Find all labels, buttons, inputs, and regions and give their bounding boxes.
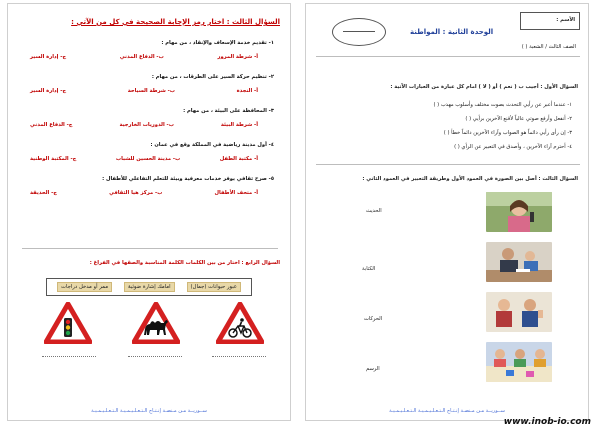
word-option[interactable]: امامك إشارة ضوئية [124,282,175,292]
mcq-question-1: ١- تقديم خدمة الإسعاف والإنقاذ ، من مهام : [161,40,274,46]
question-1-text: السؤال الأول : أجيب ب ( نعم ) أو ( لا ) امام كل عبارة من العبارات الآتية : [390,84,578,90]
option-b[interactable]: ب- مدينة الحسين للشباب [115,156,181,162]
word-bank [46,278,252,296]
match-word-writing[interactable]: الكتابة [362,266,376,272]
score-oval [332,18,386,46]
name-label: الأسم : [556,17,575,23]
match-word-speaking[interactable]: الحديث [366,208,382,214]
grade-label: الصف الثالث / الشعبة ( ) [521,44,576,50]
mcq-options-3 [30,122,258,129]
option-a[interactable]: أ- متحف الأطفال [214,190,258,196]
option-b[interactable]: ب- الدفاع المدني [119,54,164,60]
statement-1: ١- عندما أعبر عن رأيي التحدث بصوت مختلف وأسلوب مهذب ( ) [433,102,572,108]
mcq-question-5: ٥- صرح ثقافي يوفر خدمات معرفية وبيئة للتعلم التفاعلي للأطفال : [102,176,274,182]
match-word-gestures[interactable]: الحركات [364,316,383,322]
mcq-options-1 [30,54,258,61]
name-box[interactable] [520,12,580,30]
photo-man-writing [486,242,552,282]
statement-3: ٣- إن رأى رأيي دائماً هو الصواب وآراء الآخرين دائماً خطأ ( ) [443,130,572,136]
mcq-options-2 [30,88,258,95]
word-option[interactable]: عبور حيوانات (جمال) [187,282,242,292]
statement-2: ٢- أنفعل وأرفع صوتي عالياً لأقنع الآخرين برأيي ( ) [465,116,572,122]
option-a[interactable]: أ- مكتبة الطفل [219,156,258,162]
option-b[interactable]: ب- شرطة السياحة [127,88,176,94]
traffic-light-sign-icon [44,302,92,344]
statement-4: ٤- أحترم آراء الآخرين ، وأصدق في التعبير عن الرأي ( ) [454,144,572,150]
bicycle-lane-sign-icon [216,302,264,344]
answer-blank-1[interactable] [42,356,96,357]
option-c[interactable]: ج- إدارة السير [30,88,67,94]
question-3-title-right: السؤال الثالث : أصل بين الصورة في العمود الأول وطريقة التعبير في العمود الثاني : [362,176,578,182]
option-a[interactable]: أ- شرطة البيئة [220,122,258,128]
page-footer: ســوريــة مـن مـنصـة إنـتـاج الـتـعـلـيـمـيـة الـتـعـلـيـمـيـة [389,408,505,414]
option-b[interactable]: ب- مركز هيا الثقافي [109,190,163,196]
site-watermark: www.inob-io.com [503,417,591,427]
mcq-options-5 [30,190,258,197]
score-line [343,31,375,32]
question-4-title: السؤال الرابع : اختار من بين الكلمات الكلمة المناسبة والصقها في الفراغ : [89,260,280,266]
worksheet-page-right [305,3,589,421]
mcq-options-4 [30,156,258,163]
page-footer: ســوريــة مـن مـنصـة إنـتـاج الـتـعـلـيـمـيـة الـتـعـلـيـمـيـة [91,408,207,414]
camel-crossing-sign-icon [132,302,180,344]
option-a[interactable]: أ- شرطة المرور [217,54,258,60]
section-divider [316,164,580,165]
word-option[interactable]: ممر أو مدخل دراجات [57,282,112,292]
photo-girl-talking [486,192,552,232]
option-c[interactable]: ج- إدارة السير [30,54,67,60]
option-c[interactable]: ج- المكتبة الوطنية [30,156,77,162]
answer-blank-3[interactable] [212,356,266,357]
option-a[interactable]: أ- النجدة [236,88,258,94]
mcq-question-3: ٣- المحافظة على البيئة ، من مهام : [183,108,274,114]
answer-blank-2[interactable] [128,356,182,357]
mcq-question-4: ٤- أول مدينة رياضية في المملكة وقع في عمان : [150,142,274,148]
section-divider [22,248,278,249]
unit-title: الوحدة الثانية : المواطنة [410,28,494,36]
worksheet-page-left [7,3,291,421]
section-divider [316,56,580,57]
option-b[interactable]: ب- الدوريات الخارجية [119,122,174,128]
option-c[interactable]: ج- الدفاع المدني [30,122,73,128]
photo-children-gesturing [486,292,552,332]
question-1-title [390,84,578,91]
question-3-title: السؤال الثالث : اختار رمز الإجابة الصحيحة في كل من الآتي : [71,18,280,26]
option-c[interactable]: ج- الحديقة [30,190,57,196]
match-word-drawing[interactable]: الرسم [366,366,380,372]
mcq-question-2: ٢- تنظيم حركة السير على الطرقات ، من مهام : [151,74,274,80]
photo-kids-drawing [486,342,552,382]
